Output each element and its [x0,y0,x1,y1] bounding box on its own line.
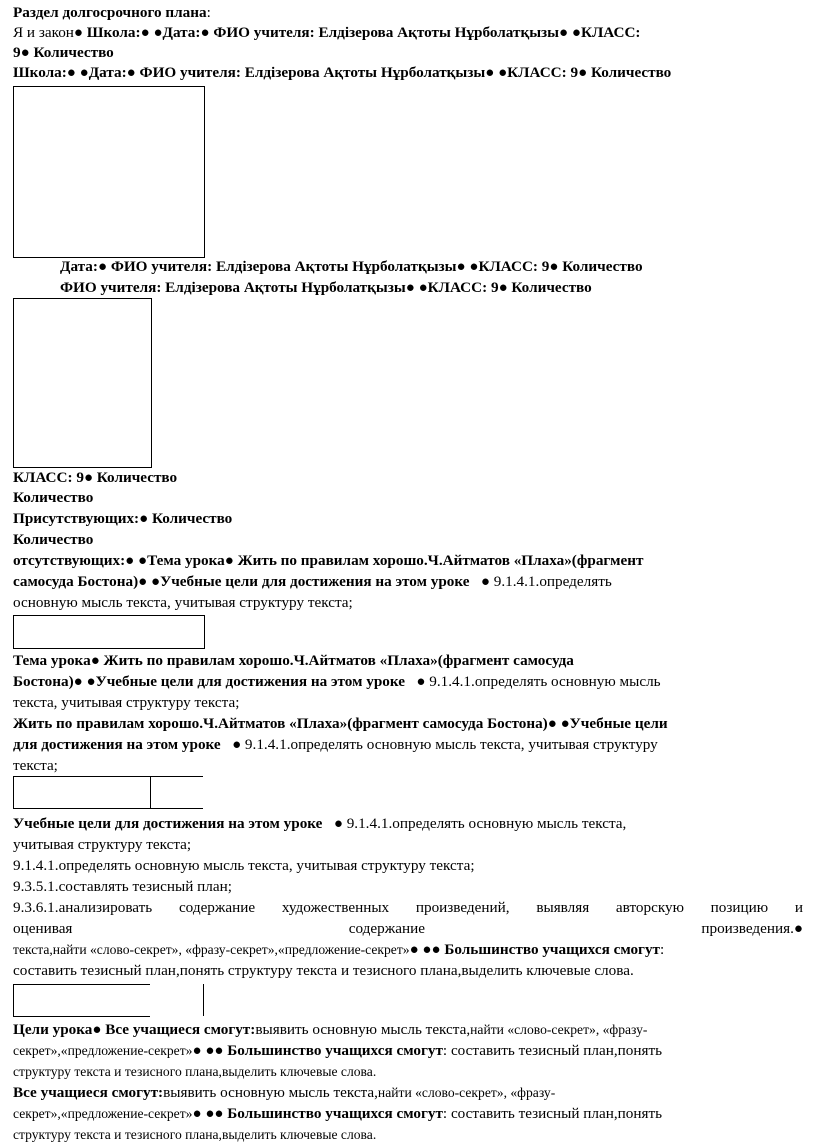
objective-text: содержание [348,920,425,937]
outcome-text: секрет»,«предложение-секрет» [13,1106,193,1121]
bullet: ● [138,574,148,590]
bullet: ● [409,942,419,958]
lesson-topic: Жить по правилам хорошо.Ч.Айтматов «Плаха»(фрагмент [237,552,644,569]
class-value: 9 [76,469,84,486]
outcome-text: текста,найти «слово-секрет», «фразу-секрет»,«предложение-секрет» [13,942,410,957]
objective-text: 9.1.4.1.определять основную мысль текста, учитывая структуру текста; [13,857,475,874]
most-students-label: Большинство учащихся смогут [227,1042,443,1059]
outcome-line [13,1041,803,1061]
bullet: ● [431,942,441,958]
class-label: КЛАСС: [13,469,73,486]
all-students-label: Все учащиеся смогут: [13,1084,164,1101]
bullet: ● [422,942,432,958]
bullet: ● [456,259,466,275]
table-border [13,984,14,1016]
outcome-text: составить тезисный план,понять [450,1105,663,1122]
outcome-text: найти «слово-секрет», «фразу- [377,1085,556,1100]
objective-line [13,919,803,939]
topic-line-2 [13,651,803,671]
count-label: Количество [13,531,94,548]
bullet: ● [200,25,210,41]
objective-line [13,898,803,918]
class-value: 9 [13,44,21,61]
bullet: ● [560,716,570,732]
bullet: ● [480,574,490,590]
bullet: ● [20,45,30,61]
goals-label: Учебные цели для достижения на этом уроке [160,573,470,590]
all-students-label: Все учащиеся смогут: [105,1021,256,1038]
topic-line-3 [13,714,803,734]
bullet: ● [485,65,495,81]
teacher-name: ФИО учителя: Елдізерова Ақтоты Нұрболатқызы [60,279,406,296]
bullet: ● [79,65,89,81]
objective-line [13,856,803,876]
bullet: ● [90,653,100,669]
outcome-text: выявить основную мысль текста, [163,1084,378,1101]
objective-text: 9.3.5.1.составлять тезисный план; [13,878,232,895]
most-students-label: Большинство учащихся смогут [444,941,661,958]
section-heading-line [13,3,803,23]
class-value: 9 [490,279,499,296]
objective-line [13,835,803,855]
header-line-2 [13,63,803,83]
most-students-label: Большинство учащихся смогут [227,1105,443,1122]
bullet: ● [498,65,508,81]
bullet: ● [192,1043,202,1059]
bullet: ● [66,65,76,81]
all-students-line [13,1083,803,1103]
outcome-text: структуру текста и тезисного плана,выделить ключевые слова. [13,1127,377,1142]
outcome-text: выявить основную мысль текста, [255,1021,471,1038]
objective-text: учитывая структуру текста; [13,836,192,853]
table-border [13,808,203,809]
class-value: 9 [541,258,550,275]
bullet: ● [571,25,581,41]
unit-name: Я и закон [13,24,74,41]
colon: : [660,941,665,958]
bullet: ● [416,674,426,690]
table-cell-box [13,298,152,468]
bullet: ● [139,511,149,527]
table-cell-box [13,615,205,649]
count-label: Количество [590,64,672,81]
count-label: Количество [511,279,592,296]
count-line [13,530,803,550]
count-label: Количество [96,469,178,486]
outcome-line [13,1125,803,1145]
count-line [13,488,803,508]
bullet: ● [73,25,83,41]
school-label: Школа: [86,24,141,41]
bullet: ● [205,1043,215,1059]
teacher-name: ФИО учителя: Елдізерова Ақтоты Нұрболатқызы [213,24,560,41]
outcome-line [13,1104,803,1124]
class-value: 9 [570,64,579,81]
bullet: ● [192,1106,202,1122]
bullet: ● [232,737,242,753]
goals-label: Учебные цели для достижения на этом уроке [13,815,323,832]
table-cell-box [13,86,205,258]
bullet: ● [97,259,108,275]
outcome-text: составить тезисный план,понять [450,1042,663,1059]
bullet: ● [418,280,428,296]
bullet: ● [126,65,136,81]
bullet: ● [793,921,803,937]
bullet: ● [469,259,479,275]
date-label: Дата: [60,258,98,275]
bullet: ● [153,25,163,41]
lesson-goals-line [13,1020,803,1040]
class-label: КЛАСС: [580,24,641,41]
bullet: ● [86,674,96,690]
class-label: КЛАСС: [478,258,538,275]
class-label: КЛАСС: [507,64,567,81]
table-border [203,984,204,1016]
class-line [13,468,803,488]
outcome-line [13,1062,803,1082]
bullet: ● [405,280,415,296]
bullet: ● [214,1106,224,1122]
table-border [13,776,203,777]
bullet: ● [205,1106,215,1122]
lesson-topic: Бостона) [13,673,74,690]
outcome-text: найти «слово-секрет», «фразу- [470,1022,648,1037]
bullet: ● [498,280,508,296]
outcome-text: составить тезисный план,понять структуру текста и тезисного плана,выделить ключевые слова. [13,962,634,979]
topic-goals-line [13,572,803,592]
bullet: ● [73,674,83,690]
colon: : [442,1042,448,1059]
date-label: Дата: [162,24,201,41]
class-label: КЛАСС: [427,279,488,296]
date-label: Дата: [88,64,127,81]
objective-text: оценивая [13,920,73,937]
lesson-topic: Жить по правилам хорошо.Ч.Айтматов «Плаха»(фрагмент самосуда [103,652,574,669]
section-heading: Раздел долгосрочного плана [13,4,207,21]
bullet: ● [140,25,150,41]
bullet: ● [92,1022,102,1038]
objective-text: 9.1.4.1.определять основную мысль текста, учитывая структуру [244,736,658,753]
outcome-text: секрет»,«предложение-секрет» [13,1043,193,1058]
header-line-1 [13,23,803,43]
goals-label: для достижения на этом уроке [13,736,221,753]
topic-label: Тема урока [13,652,91,669]
bullet: ● [138,553,148,569]
goals-objective-line [13,735,803,755]
goals-line [13,814,803,834]
table-border [13,1016,150,1017]
objective-text: произведения. [701,920,794,937]
outcome-line [13,940,803,960]
objective-line [13,877,803,897]
objective-text: 9.1.4.1.определять [493,573,612,590]
table-border [13,984,150,985]
absent-topic-line [13,551,803,571]
objective-text: текста; [13,757,58,774]
objective-line [13,693,803,713]
count-label: Количество [13,489,94,506]
bullet: ● [125,553,135,569]
objective-text: 9.1.4.1.определять основную мысль текста, [346,815,627,832]
bullet: ● [559,25,569,41]
bullet: ● [549,259,559,275]
objective-text: основную мысль текста, учитывая структуру текста; [13,594,353,611]
objective-text: 9.3.6.1.анализировать содержание художественных произведений, выявляя авторскую позицию и [13,899,803,916]
bullet: ● [83,470,93,486]
bullet: ● [578,65,588,81]
count-label: Количество [33,44,114,61]
objective-line [13,756,803,776]
outcome-text: структуру текста и тезисного плана,выделить ключевые слова. [13,1064,377,1079]
goals-label: Учебные цели для достижения на этом уроке [95,673,405,690]
goals-label: Учебные цели [569,715,668,732]
lesson-topic: Жить по правилам хорошо.Ч.Айтматов «Плаха»(фрагмент самосуда Бостона) [13,715,548,732]
topic-label: Тема урока [147,552,225,569]
present-line [13,509,803,529]
count-label: Количество [562,258,643,275]
bullet: ● [333,816,343,832]
table-border [13,776,14,808]
present-label: Присутствующих: [13,510,140,527]
bullet: ● [224,553,234,569]
colon: : [442,1105,448,1122]
lesson-topic: самосуда Бостона) [13,573,139,590]
bullet: ● [214,1043,224,1059]
objective-line [13,593,803,613]
absent-label: отсутствующих: [13,552,126,569]
count-label: Количество [151,510,233,527]
heading-colon: : [206,4,211,21]
header-line-1b [13,43,803,63]
bullet: ● [151,574,161,590]
school-label: Школа: [13,64,67,81]
header-line-3 [60,257,803,277]
teacher-name: ФИО учителя: Елдізерова Ақтоты Нұрболатқызы [139,64,486,81]
table-border [150,776,151,808]
topic-goals-line-2 [13,672,803,692]
outcome-line [13,961,803,981]
header-line-4 [60,278,803,298]
objective-text: текста, учитывая структуру текста; [13,694,240,711]
teacher-name: ФИО учителя: Елдізерова Ақтоты Нұрболатқызы [110,258,457,275]
lesson-goals-label: Цели урока [13,1021,93,1038]
bullet: ● [547,716,557,732]
objective-text: 9.1.4.1.определять основную мысль [429,673,661,690]
